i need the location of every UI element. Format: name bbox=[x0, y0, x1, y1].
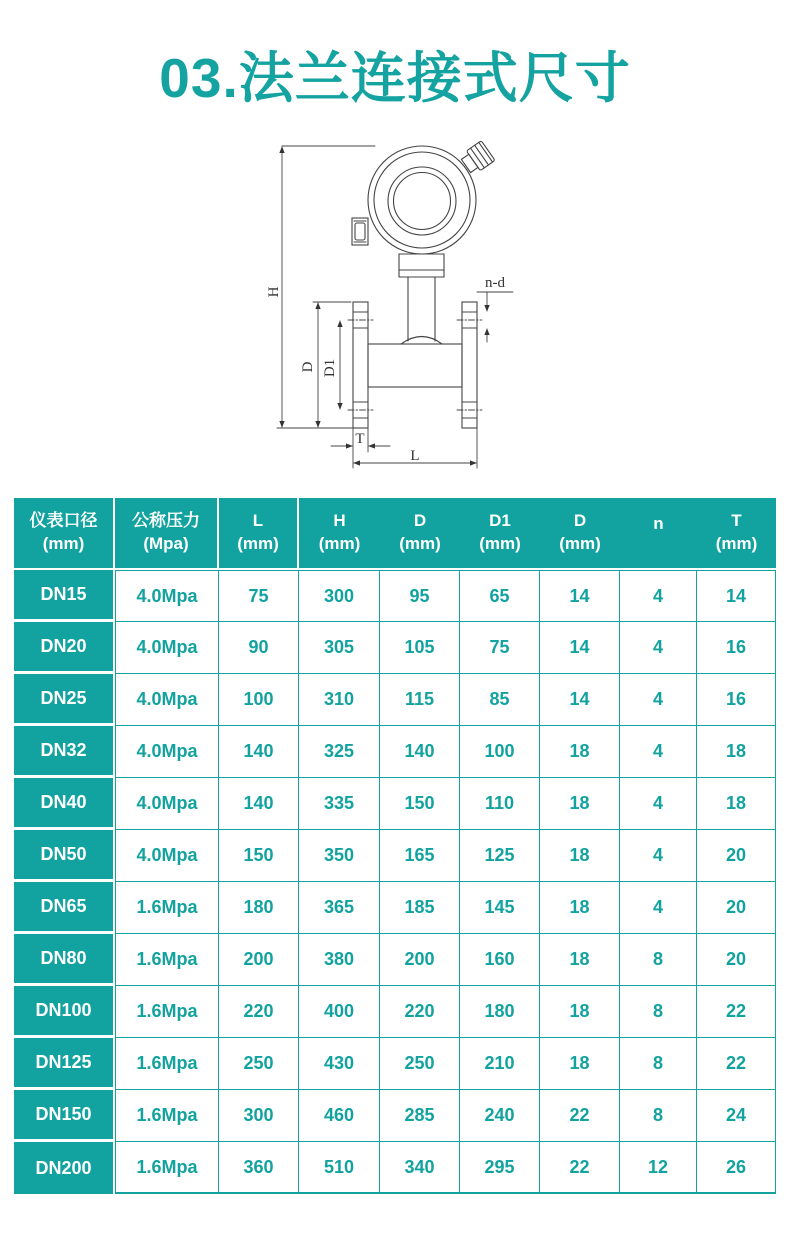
table-cell: 100 bbox=[219, 674, 299, 726]
table-cell: 100 bbox=[460, 726, 540, 778]
column-label: D bbox=[573, 511, 587, 531]
table-cell: 180 bbox=[219, 882, 299, 934]
table-cell: 1.6Mpa bbox=[115, 1090, 219, 1142]
column-label: D1 bbox=[489, 511, 511, 531]
column-unit: (mm) bbox=[42, 534, 85, 553]
dim-label-L: L bbox=[410, 448, 420, 464]
table-cell: 4 bbox=[620, 622, 697, 674]
table-cell: 14 bbox=[540, 570, 620, 622]
table-cell: 8 bbox=[620, 1038, 697, 1090]
table-cell: 305 bbox=[299, 622, 380, 674]
page-title: 03.法兰连接式尺寸 bbox=[159, 47, 631, 109]
table-cell: 380 bbox=[299, 934, 380, 986]
table-cell: 300 bbox=[299, 570, 380, 622]
dim-label-D1: D1 bbox=[322, 358, 338, 378]
table-cell: 460 bbox=[299, 1090, 380, 1142]
column-unit: (mm) bbox=[318, 534, 361, 553]
row-dn-label: DN80 bbox=[14, 934, 115, 986]
table-cell: 350 bbox=[299, 830, 380, 882]
table-cell: 140 bbox=[219, 726, 299, 778]
table-cell: 185 bbox=[380, 882, 460, 934]
table-cell: 18 bbox=[540, 726, 620, 778]
table-cell: 18 bbox=[697, 778, 776, 830]
table-cell: 325 bbox=[299, 726, 380, 778]
table-cell: 180 bbox=[460, 986, 540, 1038]
row-dn-label: DN65 bbox=[14, 882, 115, 934]
table-cell: 4 bbox=[620, 778, 697, 830]
table-cell: 4.0Mpa bbox=[115, 726, 219, 778]
table-cell: 335 bbox=[299, 778, 380, 830]
table-cell: 95 bbox=[380, 570, 460, 622]
column-label: n bbox=[653, 514, 664, 534]
table-cell: 1.6Mpa bbox=[115, 1142, 219, 1194]
table-cell: 1.6Mpa bbox=[115, 1038, 219, 1090]
table-row bbox=[14, 726, 776, 778]
table-cell: 8 bbox=[620, 1090, 697, 1142]
table-cell: 110 bbox=[460, 778, 540, 830]
table-cell: 200 bbox=[380, 934, 460, 986]
table-cell: 75 bbox=[219, 570, 299, 622]
column-header bbox=[540, 498, 620, 570]
table-cell: 295 bbox=[460, 1142, 540, 1194]
table-cell: 20 bbox=[697, 882, 776, 934]
row-dn-label: DN50 bbox=[14, 830, 115, 882]
table-cell: 145 bbox=[460, 882, 540, 934]
table-cell: 8 bbox=[620, 934, 697, 986]
table-cell: 165 bbox=[380, 830, 460, 882]
dimension-H bbox=[277, 146, 375, 428]
column-unit: (mm) bbox=[399, 534, 441, 553]
table-cell: 65 bbox=[460, 570, 540, 622]
dim-label-H: H bbox=[266, 286, 282, 298]
row-dn-label: DN200 bbox=[14, 1142, 115, 1194]
table-row bbox=[14, 1090, 776, 1142]
column-header bbox=[380, 498, 460, 570]
table-cell: 300 bbox=[219, 1090, 299, 1142]
table-cell: 4.0Mpa bbox=[115, 570, 219, 622]
row-dn-label: DN25 bbox=[14, 674, 115, 726]
table-cell: 14 bbox=[697, 570, 776, 622]
table-cell: 240 bbox=[460, 1090, 540, 1142]
table-row bbox=[14, 622, 776, 674]
table-cell: 4 bbox=[620, 726, 697, 778]
table-cell: 20 bbox=[697, 934, 776, 986]
table-body bbox=[14, 570, 776, 1194]
table-cell: 14 bbox=[540, 674, 620, 726]
table-cell: 365 bbox=[299, 882, 380, 934]
table-row bbox=[14, 1038, 776, 1090]
table-header-row bbox=[14, 498, 776, 570]
column-header bbox=[115, 498, 219, 570]
table-cell: 340 bbox=[380, 1142, 460, 1194]
row-dn-label: DN15 bbox=[14, 570, 115, 622]
flowmeter-dimension-diagram bbox=[265, 130, 525, 490]
row-dn-label: DN150 bbox=[14, 1090, 115, 1142]
column-header bbox=[14, 498, 115, 570]
column-label: 公称压力 bbox=[132, 511, 200, 531]
table-cell: 8 bbox=[620, 986, 697, 1038]
table-cell: 16 bbox=[697, 622, 776, 674]
table-cell: 22 bbox=[697, 986, 776, 1038]
table-cell: 1.6Mpa bbox=[115, 934, 219, 986]
table-row bbox=[14, 882, 776, 934]
table-cell: 4.0Mpa bbox=[115, 674, 219, 726]
table-cell: 220 bbox=[380, 986, 460, 1038]
terminal-connector bbox=[352, 218, 368, 245]
table-cell: 18 bbox=[540, 778, 620, 830]
table-cell: 18 bbox=[697, 726, 776, 778]
table-cell: 22 bbox=[540, 1090, 620, 1142]
pipe-body bbox=[353, 302, 477, 428]
column-label: L bbox=[252, 511, 264, 531]
table-cell: 105 bbox=[380, 622, 460, 674]
dim-label-T: T bbox=[355, 431, 365, 447]
column-header bbox=[460, 498, 540, 570]
meter-neck bbox=[399, 254, 444, 344]
table-cell: 85 bbox=[460, 674, 540, 726]
column-label: H bbox=[333, 511, 346, 531]
table-cell: 4.0Mpa bbox=[115, 622, 219, 674]
table-cell: 18 bbox=[540, 830, 620, 882]
table-cell: 150 bbox=[380, 778, 460, 830]
table-cell: 4 bbox=[620, 882, 697, 934]
column-label: D bbox=[413, 511, 427, 531]
table-row bbox=[14, 674, 776, 726]
table-cell: 90 bbox=[219, 622, 299, 674]
dimension-table bbox=[14, 498, 776, 1194]
table-cell: 18 bbox=[540, 882, 620, 934]
table-cell: 75 bbox=[460, 622, 540, 674]
table-cell: 140 bbox=[380, 726, 460, 778]
table-cell: 430 bbox=[299, 1038, 380, 1090]
table-cell: 200 bbox=[219, 934, 299, 986]
column-unit: (mm) bbox=[559, 534, 601, 553]
row-dn-label: DN125 bbox=[14, 1038, 115, 1090]
row-dn-label: DN32 bbox=[14, 726, 115, 778]
transmitter-head bbox=[368, 146, 476, 254]
column-label: 仪表口径 bbox=[29, 511, 98, 531]
row-dn-label: DN100 bbox=[14, 986, 115, 1038]
table-cell: 220 bbox=[219, 986, 299, 1038]
table-cell: 1.6Mpa bbox=[115, 986, 219, 1038]
table-cell: 160 bbox=[460, 934, 540, 986]
column-header bbox=[299, 498, 380, 570]
column-unit bbox=[620, 536, 697, 553]
table-row bbox=[14, 778, 776, 830]
table-cell: 140 bbox=[219, 778, 299, 830]
column-label: T bbox=[731, 511, 742, 531]
table-cell: 4 bbox=[620, 570, 697, 622]
table-cell: 4.0Mpa bbox=[115, 830, 219, 882]
table-cell: 18 bbox=[540, 986, 620, 1038]
table-row bbox=[14, 570, 776, 622]
column-unit: (Mpa) bbox=[143, 534, 189, 553]
column-header bbox=[620, 498, 697, 570]
table-cell: 115 bbox=[380, 674, 460, 726]
table-cell: 4.0Mpa bbox=[115, 778, 219, 830]
column-unit: (mm) bbox=[237, 534, 279, 553]
table-row bbox=[14, 1142, 776, 1194]
table-cell: 26 bbox=[697, 1142, 776, 1194]
table-cell: 250 bbox=[219, 1038, 299, 1090]
table-cell: 1.6Mpa bbox=[115, 882, 219, 934]
table-row bbox=[14, 830, 776, 882]
column-header bbox=[219, 498, 299, 570]
table-cell: 150 bbox=[219, 830, 299, 882]
table-cell: 22 bbox=[540, 1142, 620, 1194]
table-cell: 18 bbox=[540, 934, 620, 986]
table-cell: 24 bbox=[697, 1090, 776, 1142]
table-cell: 18 bbox=[540, 1038, 620, 1090]
table-cell: 22 bbox=[697, 1038, 776, 1090]
dim-label-n-d: n-d bbox=[485, 275, 505, 291]
dimension-n-d bbox=[477, 292, 513, 342]
table-cell: 210 bbox=[460, 1038, 540, 1090]
table-cell: 125 bbox=[460, 830, 540, 882]
column-unit: (mm) bbox=[479, 534, 521, 553]
column-unit: (mm) bbox=[715, 534, 758, 553]
table-cell: 400 bbox=[299, 986, 380, 1038]
table-cell: 510 bbox=[299, 1142, 380, 1194]
row-dn-label: DN20 bbox=[14, 622, 115, 674]
table-cell: 16 bbox=[697, 674, 776, 726]
table-cell: 285 bbox=[380, 1090, 460, 1142]
table-cell: 14 bbox=[540, 622, 620, 674]
row-dn-label: DN40 bbox=[14, 778, 115, 830]
table-cell: 4 bbox=[620, 830, 697, 882]
table-row bbox=[14, 986, 776, 1038]
dim-label-D: D bbox=[300, 361, 316, 373]
table-cell: 20 bbox=[697, 830, 776, 882]
table-cell: 360 bbox=[219, 1142, 299, 1194]
table-cell: 4 bbox=[620, 674, 697, 726]
table-cell: 250 bbox=[380, 1038, 460, 1090]
table-cell: 310 bbox=[299, 674, 380, 726]
table-cell: 12 bbox=[620, 1142, 697, 1194]
table-row bbox=[14, 934, 776, 986]
column-header bbox=[697, 498, 776, 570]
